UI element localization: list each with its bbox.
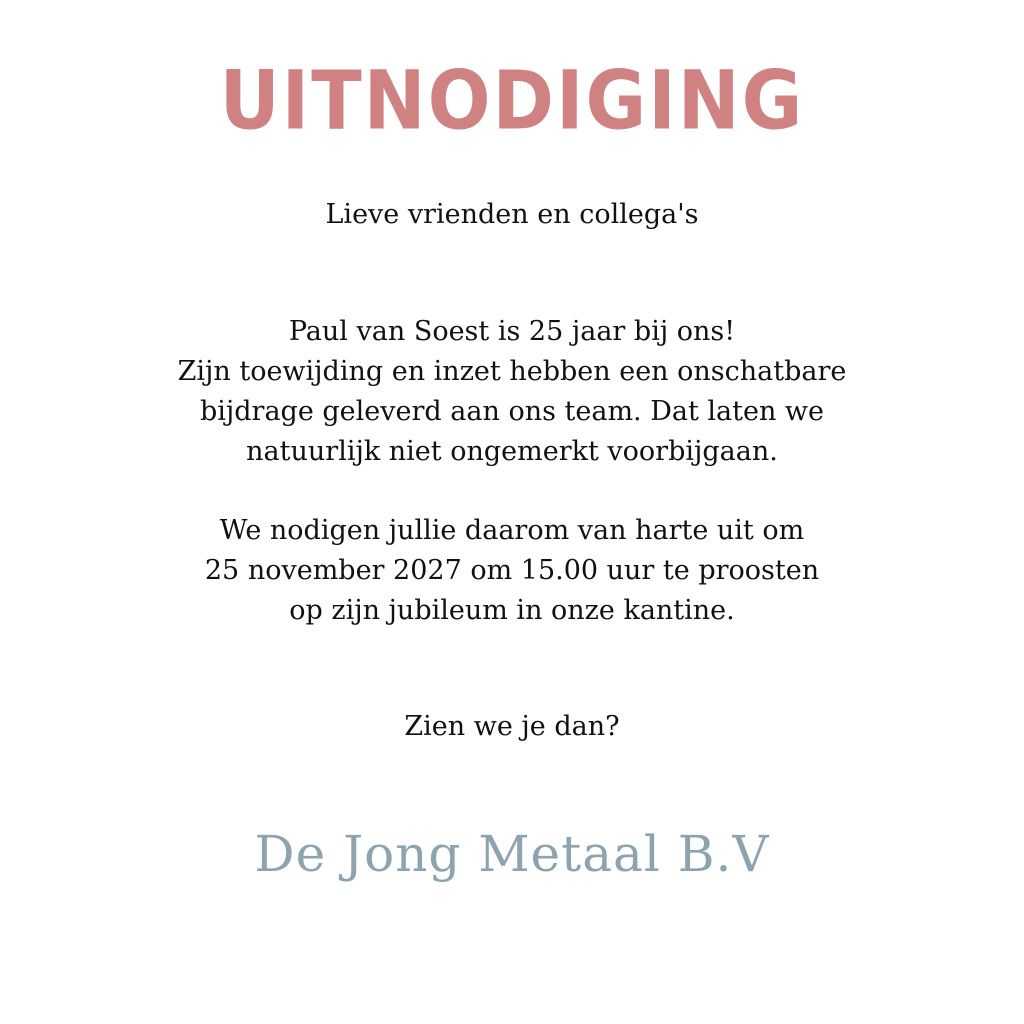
announcement-line: Zijn toewijding en inzet hebben een onschatbare: [177, 356, 847, 387]
closing-question: Zien we je dan?: [404, 711, 620, 742]
invitation-title: UITNODIGING: [219, 53, 805, 149]
company-signature: De Jong Metaal B.V: [254, 825, 770, 883]
event-details-paragraph: [0, 511, 1024, 631]
announcement-line: Paul van Soest is 25 jaar bij ons!: [288, 316, 736, 347]
event-details-line: We nodigen jullie daarom van harte uit om: [219, 515, 805, 546]
event-details-line: 25 november 2027 om 15.00 uur te proosten: [204, 555, 820, 586]
event-details-line: op zijn jubileum in onze kantine.: [289, 595, 735, 626]
announcement-paragraph: [0, 312, 1024, 472]
greeting-line: Lieve vrienden en collega's: [325, 199, 699, 230]
announcement-line: natuurlijk niet ongemerkt voorbijgaan.: [246, 436, 778, 467]
announcement-line: bijdrage geleverd aan ons team. Dat laten we: [199, 396, 825, 427]
